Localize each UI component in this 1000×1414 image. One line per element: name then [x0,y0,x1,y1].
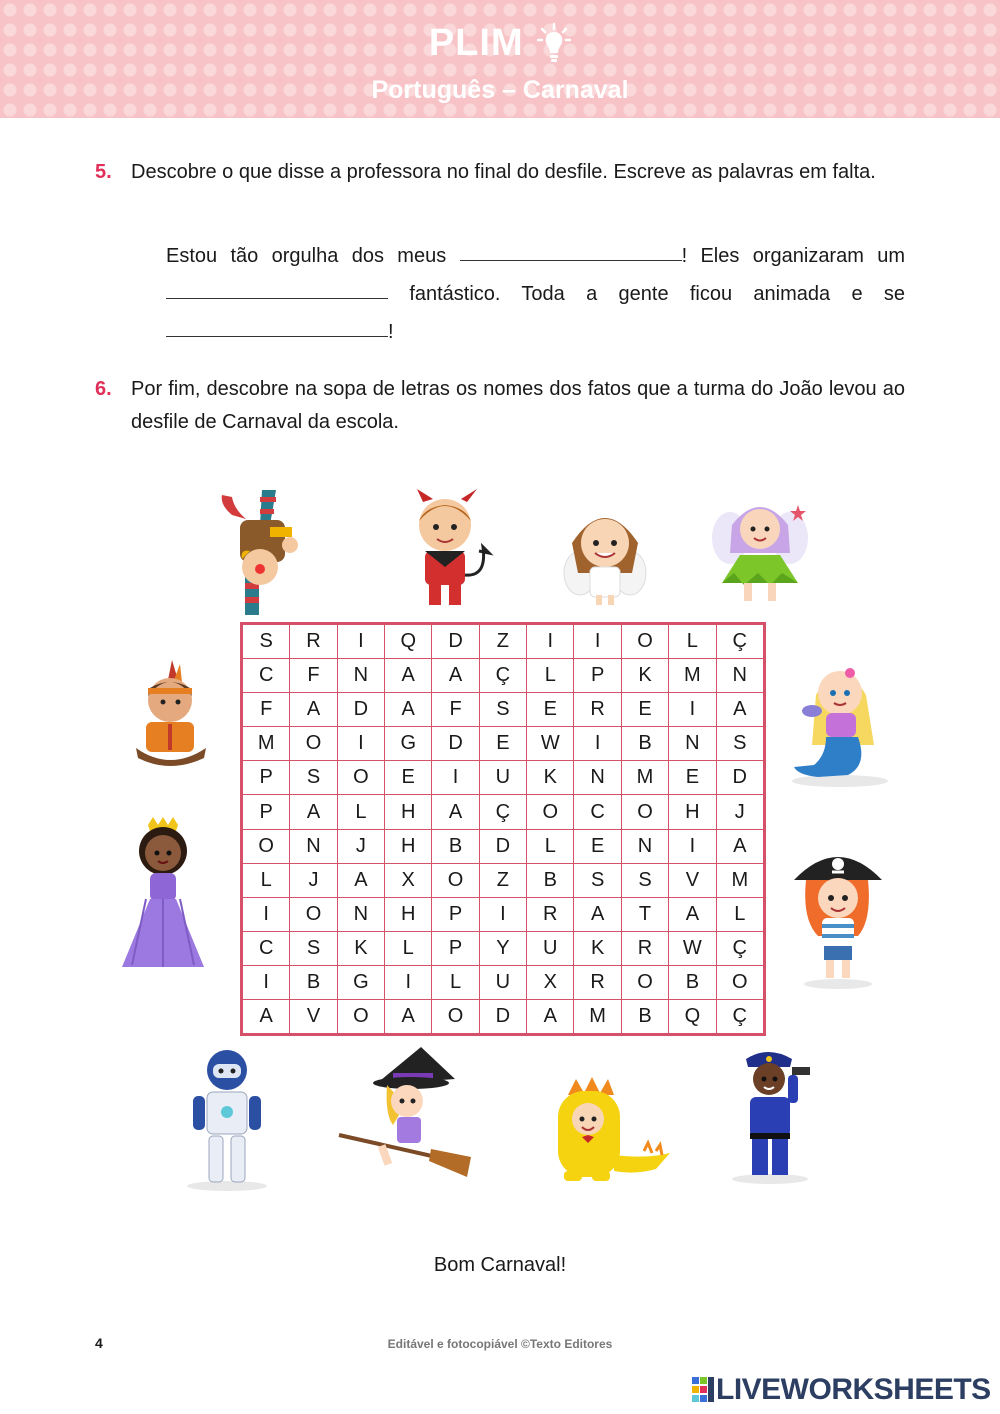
word-search-cell[interactable]: L [527,659,574,693]
word-search-cell[interactable]: E [385,761,432,795]
word-search-cell[interactable]: B [527,863,574,897]
word-search-cell[interactable]: O [621,625,668,659]
word-search-cell[interactable]: O [337,1000,384,1034]
word-search-cell[interactable]: Ç [479,795,526,829]
word-search-cell[interactable]: A [574,897,621,931]
word-search-cell[interactable]: S [574,863,621,897]
clown-illustration [210,485,315,625]
fill-text-3: fantástico. Toda a gente ficou animada e se [409,283,905,305]
word-search-cell[interactable]: O [527,795,574,829]
question-text: Descobre o que disse a professora no final do desfile. Escreve as palavras em falta. [131,161,876,183]
word-search-cell[interactable]: N [716,659,763,693]
word-search-table [242,624,764,1034]
word-search-cell[interactable]: O [432,1000,479,1034]
word-search-cell[interactable]: E [669,761,716,795]
word-search-cell[interactable]: X [527,965,574,999]
word-search-cell[interactable]: Q [669,1000,716,1034]
word-search-cell[interactable]: V [669,863,716,897]
question-5 [95,156,905,189]
word-search-cell[interactable]: Ç [716,931,763,965]
word-search-cell[interactable]: K [621,659,668,693]
word-search-cell[interactable]: L [337,795,384,829]
word-search-cell[interactable]: N [290,829,337,863]
word-search-cell[interactable]: H [385,829,432,863]
word-search-cell[interactable]: D [479,829,526,863]
word-search-cell[interactable]: I [337,727,384,761]
brand-text: PLIM [428,22,524,64]
word-search-cell[interactable]: J [290,863,337,897]
word-search-cell[interactable]: I [243,897,290,931]
word-search-cell[interactable]: A [669,897,716,931]
footer-copyright: Editável e fotocopiável ©Texto Editores [387,1337,613,1351]
word-search-cell[interactable]: A [290,795,337,829]
word-search-cell[interactable]: C [243,659,290,693]
word-search-cell[interactable]: W [527,727,574,761]
word-search-cell[interactable]: W [669,931,716,965]
word-search-cell[interactable]: U [479,965,526,999]
word-search-cell[interactable]: M [669,659,716,693]
word-search-cell[interactable]: F [432,693,479,727]
princess-illustration [118,815,208,975]
word-search-cell[interactable]: I [669,829,716,863]
word-search-cell[interactable]: R [290,625,337,659]
word-search-cell[interactable]: S [290,761,337,795]
word-search-cell[interactable]: U [527,931,574,965]
police-officer-illustration [728,1045,818,1185]
word-search-cell[interactable]: I [574,625,621,659]
witch-illustration [335,1045,475,1185]
word-search-cell[interactable]: K [574,931,621,965]
word-search-cell[interactable]: S [243,625,290,659]
word-search-cell[interactable]: U [479,761,526,795]
word-search-cell[interactable]: I [669,693,716,727]
word-search-cell[interactable]: L [243,863,290,897]
word-search-cell[interactable]: O [290,897,337,931]
word-search-cell[interactable]: B [432,829,479,863]
word-search-cell[interactable]: L [527,829,574,863]
word-search-row [243,659,764,693]
word-search-row [243,625,764,659]
word-search-cell[interactable]: O [243,829,290,863]
word-search-cell[interactable]: P [432,931,479,965]
word-search-cell[interactable]: Ç [716,1000,763,1034]
word-search-row [243,1000,764,1034]
word-search-cell[interactable]: M [574,1000,621,1034]
word-search-cell[interactable]: B [621,727,668,761]
word-search-cell[interactable]: N [337,659,384,693]
word-search-cell[interactable]: E [574,829,621,863]
word-search-cell[interactable]: R [527,897,574,931]
word-search-row [243,931,764,965]
word-search-cell[interactable]: Y [479,931,526,965]
word-search-cell[interactable]: O [716,965,763,999]
word-search-cell[interactable]: H [385,897,432,931]
word-search-cell[interactable]: I [243,965,290,999]
liveworksheets-watermark [692,1374,991,1406]
word-search-cell[interactable]: A [432,795,479,829]
word-search-cell[interactable]: A [290,693,337,727]
word-search-cell[interactable]: F [243,693,290,727]
word-search-cell[interactable]: Q [385,625,432,659]
word-search-cell[interactable]: C [574,795,621,829]
word-search-cell[interactable]: A [385,659,432,693]
word-search-cell[interactable]: A [716,829,763,863]
answer-blank-3[interactable] [166,313,388,337]
word-search-cell[interactable]: T [621,897,668,931]
word-search-cell[interactable]: O [432,863,479,897]
word-search-cell[interactable]: A [432,659,479,693]
word-search-cell[interactable]: R [574,693,621,727]
word-search-cell[interactable]: D [716,761,763,795]
word-search-cell[interactable]: A [527,1000,574,1034]
word-search-cell[interactable]: I [527,625,574,659]
word-search-cell[interactable]: I [574,727,621,761]
lightbulb-icon [537,22,571,74]
word-search-cell[interactable]: I [432,761,479,795]
word-search-cell[interactable]: K [527,761,574,795]
word-search-cell[interactable]: X [385,863,432,897]
word-search-cell[interactable]: O [337,761,384,795]
word-search-cell[interactable]: Ç [479,659,526,693]
word-search-row [243,897,764,931]
mermaid-illustration [788,655,893,790]
subtitle: Português – Carnaval [371,76,629,104]
word-search-row [243,965,764,999]
word-search-cell[interactable]: R [621,931,668,965]
question-number: 5. [95,161,112,183]
word-search-cell[interactable]: N [574,761,621,795]
question-number: 6. [95,378,112,400]
word-search-cell[interactable]: Z [479,625,526,659]
word-search-cell[interactable]: S [716,727,763,761]
fill-text-2: ! Eles organizaram um [681,245,906,267]
word-search-cell[interactable]: E [621,693,668,727]
question-text: Por fim, descobre na sopa de letras os nomes dos fatos que a turma do João levou ao desfile de Carnaval da escola. [131,378,905,433]
word-search-cell[interactable]: A [716,693,763,727]
word-search-cell[interactable]: L [385,931,432,965]
word-search-cell[interactable]: I [337,625,384,659]
word-search-cell[interactable]: M [243,727,290,761]
word-search-cell[interactable]: B [290,965,337,999]
word-search-cell[interactable]: Z [479,863,526,897]
word-search-cell[interactable]: Ç [716,625,763,659]
word-search-cell[interactable]: I [385,965,432,999]
word-search-cell[interactable]: L [669,625,716,659]
fill-text-4: ! [388,321,394,343]
word-search-cell[interactable]: E [527,693,574,727]
brand-title [0,22,1000,74]
word-search-cell[interactable]: J [716,795,763,829]
word-search-cell[interactable]: S [621,863,668,897]
word-search-cell[interactable]: N [621,829,668,863]
word-search-cell[interactable]: D [337,693,384,727]
word-search-cell[interactable]: O [621,965,668,999]
header-band [0,0,1000,118]
page-number: 4 [95,1335,103,1351]
pirate-illustration [788,840,888,990]
word-search-cell[interactable]: D [432,625,479,659]
word-search-cell[interactable]: N [337,897,384,931]
word-search-cell[interactable]: A [243,1000,290,1034]
word-search-cell[interactable]: G [385,727,432,761]
word-search-cell[interactable]: L [432,965,479,999]
word-search-cell[interactable]: C [243,931,290,965]
fairy-illustration [710,493,810,608]
answer-blank-2[interactable] [166,275,388,299]
word-search-cell[interactable]: D [479,1000,526,1034]
word-search-cell[interactable]: A [385,693,432,727]
word-search-cell[interactable]: I [479,897,526,931]
closing-message: Bom Carnaval! [433,1254,567,1276]
word-search-row [243,693,764,727]
word-search-cell[interactable]: S [479,693,526,727]
word-search-cell[interactable]: A [385,1000,432,1034]
fill-text-1: Estou tão orgulha dos meus [166,245,447,267]
word-search-cell[interactable]: D [432,727,479,761]
word-search-cell[interactable]: L [716,897,763,931]
watermark-text: LIVEWORKSHEETS [716,1373,991,1406]
native-costume-illustration [128,658,213,773]
word-search-cell[interactable]: J [337,829,384,863]
word-search-cell[interactable]: B [621,1000,668,1034]
word-search-grid [240,622,766,1036]
word-search-cell[interactable]: F [290,659,337,693]
devil-illustration [405,487,495,612]
word-search-cell[interactable]: P [432,897,479,931]
word-search-row [243,727,764,761]
word-search-row [243,795,764,829]
question-6 [95,373,905,439]
answer-blank-1[interactable] [460,237,682,261]
liveworksheets-logo-icon [692,1377,716,1403]
word-search-cell[interactable]: B [669,965,716,999]
word-search-cell[interactable]: O [290,727,337,761]
fill-in-paragraph [166,237,905,351]
word-search-cell[interactable]: V [290,1000,337,1034]
word-search-cell[interactable]: E [479,727,526,761]
word-search-cell[interactable]: G [337,965,384,999]
word-search-cell[interactable]: K [337,931,384,965]
word-search-cell[interactable]: O [621,795,668,829]
word-search-cell[interactable]: M [716,863,763,897]
word-search-cell[interactable]: A [337,863,384,897]
word-search-cell[interactable]: P [243,761,290,795]
word-search-cell[interactable]: P [574,659,621,693]
word-search-row [243,829,764,863]
word-search-cell[interactable]: H [669,795,716,829]
word-search-cell[interactable]: P [243,795,290,829]
dinosaur-illustration [548,1075,673,1190]
angel-illustration [560,503,650,608]
word-search-cell[interactable]: S [290,931,337,965]
word-search-cell[interactable]: H [385,795,432,829]
word-search-cell[interactable]: R [574,965,621,999]
word-search-cell[interactable]: M [621,761,668,795]
robot-illustration [185,1048,270,1193]
word-search-cell[interactable]: N [669,727,716,761]
word-search-row [243,863,764,897]
word-search-row [243,761,764,795]
